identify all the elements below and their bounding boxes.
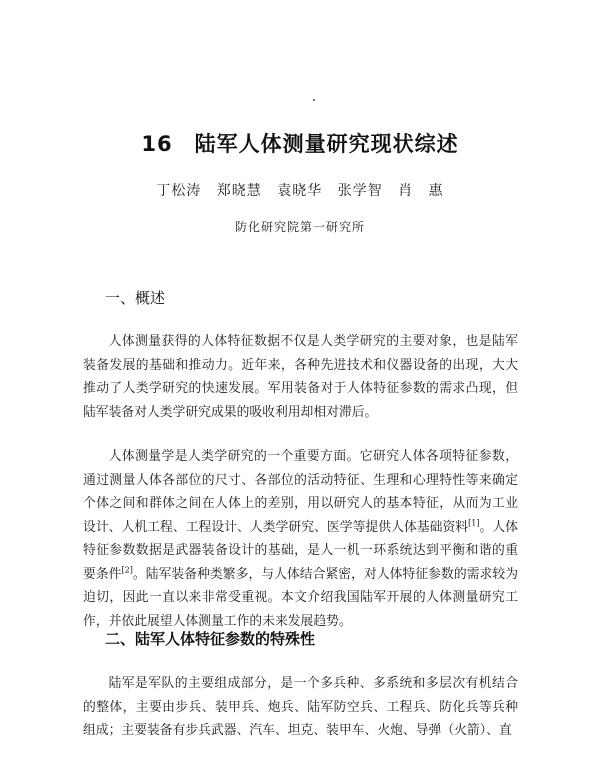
affiliation: 防化研究院第一研究所	[234, 220, 365, 234]
paragraph-text: 。人体特征参数数据是武器装备设计的基础，是人一机一环系统达到平衡和谐的重要条件	[83, 519, 519, 582]
citation: [2]	[121, 565, 133, 575]
author-list: 丁松涛 郑晓慧 袁晓华 张学智 肖 惠	[156, 183, 444, 199]
paragraph	[83, 445, 518, 633]
paragraph: 陆军是军队的主要组成部分，是一个多兵种、多系统和多层次有机结合的整体，主要由步兵、装甲兵、炮兵、陆军防空兵、工程兵、防化兵等兵种组成；主要装备有步兵武器、汽车、坦克、装甲车、火炮、导弹（火箭）、直	[83, 676, 518, 738]
article-title-text: 陆军人体测量研究现状综述	[194, 132, 459, 156]
citation: [1]	[468, 518, 480, 528]
section-heading-particularity: 二、陆军人体特征参数的特殊性	[105, 630, 316, 648]
paragraph: 人体测量获得的人体特征数据不仅是人类学研究的主要对象，也是陆军装备发展的基础和推动力。近年来，各种先进技术和仪器设备的出现，大大推动了人类学研究的快速发展。军用装备对于人体特征参数的需求凸现，但陆军装备对人类学研究成果的吸收利用却相对滞后。	[83, 334, 518, 420]
scan-speck	[313, 99, 315, 101]
paragraph-text: 人体测量学是人类学研究的一个重要方面。它研究人体各项特征参数，通过测量人体各部位的尺寸、各部位的活动特征、生理和心理特性等来确定个体之间和群体之间在人体上的差别，用以研究人的基本特征，从而为工业设计、人机工程、工程设计、人类学研究、医学等提供人体基础资料	[83, 449, 518, 535]
article-title	[0, 128, 600, 158]
section-heading-overview: 一、概述	[105, 289, 166, 307]
paragraph-text: 。陆军装备种类繁多，与人体结合紧密，对人体特征参数的需求较为迫切，因此一直以来非常受重视。本文介绍我国陆军开展的人体测量研究工作，并依此展望人体测量工作的未来发展趋势。	[83, 566, 519, 629]
article-number: 16	[141, 132, 173, 156]
